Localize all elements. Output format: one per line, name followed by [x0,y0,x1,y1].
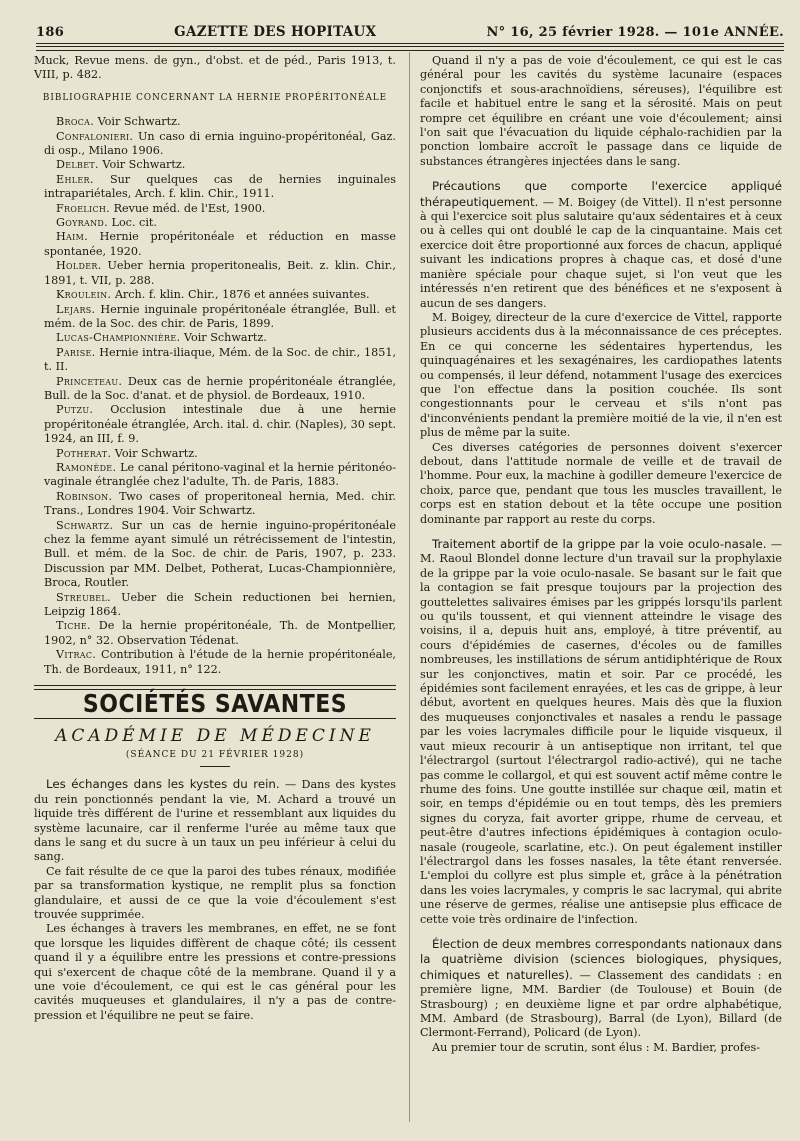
bibliography-text: Occlusion intestinale due à une hernie propéritonéale étranglée, Arch. ital. d. chir. (Naples), 30 sept. 1924, an III, f. 9. [44,403,396,446]
bibliography-text: De la hernie propéritonéale, Th. de Montpellier, 1902, n° 32. Observation Tédenat. [44,619,396,647]
bibliography-author: Princeteau. [56,374,123,388]
bibliography-entry [34,619,396,648]
bibliography-text: Arch. f. klin. Chir., 1876 et années suivantes. [114,288,370,302]
bibliography-author: Potherat. [56,446,112,460]
bibliography-text: Contribution à l'étude de la hernie propéritonéale, Th. de Bordeaux, 1911, n° 122. [44,648,396,676]
election-paragraph-2: Au premier tour de scrutin, sont élus : M. Bardier, profes- [432,1040,760,1054]
bibliography-entry [34,216,396,230]
echanges-paragraph-1: Les échanges dans les kystes du rein. — Dans des kystes du rein ponctionnés pendant la vie, M. Achard a trouvé un liquide très différent de l'urine et ressemblant aux liquides du système lacunaire, car il renferme l'urée au même taux que dans le sang et du sucre à un taux un peu inférieur à celui du sang. [34,777,396,864]
bibliography-text: Hernie intra-iliaque, Mém. de la Soc. de chir., 1851, t. II. [44,345,397,374]
continuation-reference: Muck, Revue mens. de gyn., d'obst. et de péd., Paris 1913, t. VIII, p. 482. [34,54,396,82]
echanges-paragraph-2: Ce fait résulte de ce que la paroi des tubes rénaux, modifiée par sa transformation kystique, ne remplit plus sa fonction glandulaire, et aussi de ce que la voie d'écoulement s'est trouvée supprimée. [34,864,396,921]
bibliography-entry [34,331,396,345]
bibliography-entry [34,202,396,216]
bibliography-author: Confalonieri. [56,129,134,143]
bibliography-author: Vitrac. [56,648,97,662]
bibliography-author: Kroulein. [56,288,112,302]
bibliography-author: Lejars. [56,302,96,316]
left-column [34,52,396,1023]
bibliography-author: Froelich. [56,201,111,215]
bibliography-author: Holder. [56,259,102,273]
bibliography-entry [34,403,396,446]
bibliography-author: Lucas-Championnière. [56,331,181,345]
bibliography-author: Robinson. [56,489,113,503]
bibliography-entry [34,648,396,677]
right-column [420,52,782,1055]
bibliography-entry [34,591,396,620]
societes-savantes-title: SOCIÉTÉS SAVANTES [82,690,348,719]
bibliography-text: Revue méd. de l'Est, 1900. [113,201,266,215]
echanges-heading: Les échanges dans les kystes du rein. [46,777,280,792]
bibliography-heading: BIBLIOGRAPHIE CONCERNANT LA HERNIE PROPÉRITONÉALE [42,92,388,103]
precautions-paragraph-1: Précautions que comporte l'exercice appliqué thérapeutiquement. — M. Boigey (de Vittel). Il n'est personne à qui l'exercice soit plus salutaire qu'aux sédentaires et à ceux ou à celles qui ont doublé le cap de la cinquantaine. Mais cet exercice doit être proportionné aux forces de chacun, appliqué suivant les indications propres à chaque cas, et dosé d'une manière spéciale pour chaque sujet, si l'on veut que les intéressés n'en retirent que des bénéfices et ne s'exposent à aucun de ses dangers. [420,179,782,310]
header-rule [36,46,784,51]
bibliography-text: Voir Schwartz. [97,115,181,129]
bibliography-text: Ueber die Schein reductionen bei hernien, Leipzig 1864. [44,590,396,619]
bibliography-text: Sur un cas de hernie inguino-propéritonéale chez la femme ayant simulé un rétrécissement de l'intestin, Bull. et mém. de la Soc. de chir. de Paris, 1907, p. 233. Discussion par MM. Delbet, Potherat, Lucas-Championnière, Broca, Routler. [44,518,396,590]
bibliography-text: Ueber hernia properitonealis, Beit. z. klin. Chir., 1891, t. VII, p. 288. [44,259,396,287]
bibliography-text: Voir Schwartz. [183,331,267,345]
grippe-paragraph: Traitement abortif de la grippe par la voie oculo-nasale. — M. Raoul Blondel donne lecture d'un travail sur la prophylaxie de la grippe par la voie oculo-nasale. Se basant sur le fait que la contagion se fait presque toujours par la projection des gouttelettes salivaires émises par les grippés lorsqu'ils parlent ou qu'ils toussent, et qui viennent atteindre le visage des voisins, il a, depuis huit ans, employé, à titre préventif, au cours d'épidémies de casernes, d'écoles ou de familles nombreuses, les instillations de sérum antidiphtérique de Roux sur les conjonctives, matin et soir. Par ce procédé, les épidémies sont facilement enrayées, et les cas de grippe, à leur début, avortent en quelques heures. Mais dès que la fluxion des muqueuses conjonctivales et nasales a rendu le passage par les voies lacrymales difficile pour le liquide visqueux, il vaut mieux recourir à un antiseptique non irritant, tel que l'électrargol (surtout l'électrargol radio-activé), qui ne tache pas comme le collargol, et qui est souvent actif même contre le rhume des foins. Une goutte instillée sur chaque œil, matin et soir, en temps d'épidémie ou en tout temps, dès les premiers signes du coryza, fait avorter grippe, rhume de cerveau, et peut-être d'autres infections épidémiques à contagion oculo-nasale (rougeole, scarlatine, etc.). On peut également instiller l'électrargol dans les fosses nasales, la tête étant renversée. L'emploi du collyre est plus simple et, grâce à la pénétration dans les voies lacrymales, y compris le sac lacrymal, qui abrite une réserve de germes, réalise une antisepsie plus efficace de cette voie très ordinaire de l'infection. [420,537,782,926]
bibliography-entry [34,375,396,404]
bibliography-text: Le canal péritono-vaginal et la hernie péritonéo-vaginale étranglée chez l'adulte, Th. de Paris, 1883. [44,460,397,489]
bibliography-author: Streubel. [56,590,111,604]
bibliography-entry [34,447,396,461]
bibliography-entry [34,230,396,259]
bibliography-entry [34,115,396,129]
echanges-paragraph-3: Les échanges à travers les membranes, en effet, ne se font que lorsque les liquides diffèrent de chaque côté; ils cessent quand il y a équilibre entre les pressions et contre-pressions qui s'exercent de chaque côté de la membrane. Quand il y a une voie d'écoulement, ce qui est le cas général pour les cavités muqueuses et glandulaires, il n'y a pas de contre-pression et l'équilibre ne peut se faire. [34,922,396,1022]
bibliography-text: Loc. cit. [111,216,157,230]
bibliography-text: Voir Schwartz. [114,446,198,460]
academie-title: ACADÉMIE DE MÉDECINE [55,726,375,747]
bibliography-author: Delbet. [56,158,99,172]
bibliography-text: Un caso di ernia inguino-propéritonéal, Gaz. di osp., Milano 1906. [44,129,396,158]
bibliography-entry [34,259,396,288]
bibliography-entry [34,490,396,519]
bibliography-entry [34,461,396,490]
bibliography-author: Parise. [56,345,96,359]
bibliography-entry [34,173,396,202]
bibliography-entry [34,130,396,159]
bibliography-author: Ramonède. [56,460,117,474]
short-rule [200,766,230,767]
page-number: 186 [36,25,65,40]
bibliography-author: Tiche. [56,619,91,633]
precautions-heading: Précautions que comporte l'exercice appliqué thérapeutiquement. [420,179,782,209]
bibliography-author: Broca. [56,115,95,129]
bibliography-author: Putzu. [56,403,94,417]
bibliography-text: Voir Schwartz. [102,158,186,172]
bibliography-entry [34,303,396,332]
bibliography-text: Hernie propéritonéale et réduction en masse spontanée, 1920. [44,230,396,258]
column-divider [409,52,410,1122]
election-paragraph-1: Élection de deux membres correspondants nationaux dans la quatrième division (sciences biologiques, physiques, chimiques et naturelles). — Classement des candidats : en première ligne, MM. Bardier (de Toulouse) et Bouin (de Strasbourg) ; en deuxième ligne et par ordre alphabétique, MM. Ambard (de Strasbourg), Barral (de Lyon), Billard (de Clermont-Ferrand), Policard (de Lyon). [420,936,782,1040]
grippe-heading: Traitement abortif de la grippe par la voie oculo-nasale. [432,537,767,551]
bibliography-text: Sur quelques cas de hernies inguinales intrapariétales, Arch. f. klin. Chir., 1911. [44,172,396,201]
precautions-paragraph-3: Ces diverses catégories de personnes doivent s'exercer debout, dans l'attitude normale de veille et de travail de l'homme. Pour eux, la machine à godiller demeure l'exercice de choix, parce que, pendant que tous les muscles travaillent, le corps est en station debout et la tête occupe une position dominante par rapport au reste du corps. [420,440,782,526]
bibliography-entry [34,288,396,302]
bibliography-author: Goyrand. [56,216,108,230]
bibliography-entry [34,158,396,172]
lacunaire-paragraph: Quand il n'y a pas de voie d'écoulement, ce qui est le cas général pour les cavités du système lacunaire (espaces conjonctifs et sous-arachnoïdiens, séreuses), l'équilibre est facile et habituel entre le sang et la sérosité. Mais on peut rompre cet équilibre en créant une voie d'écoulement; ainsi l'on sait que l'évacuation du liquide céphalo-rachidien par la ponction lombaire accroît le passage dans ce liquide de substances étrangères injectées dans le sang. [420,54,782,168]
bibliography-entry [34,519,396,591]
bibliography-list [34,115,396,677]
bibliography-text: Deux cas de hernie propéritonéale étranglée, Bull. de la Soc. d'anat. et de physiol. de Bordeaux, 1910. [44,374,396,402]
bibliography-author: Schwartz. [56,518,114,532]
issue-info: N° 16, 25 février 1928. — 101e ANNÉE. [486,25,784,40]
seance-date: (SÉANCE DU 21 FÉVRIER 1928) [125,749,305,760]
page-header [36,16,784,44]
journal-title: GAZETTE DES HOPITAUX [174,24,377,40]
bibliography-text: Two cases of properitoneal hernia, Med. chir. Trans., Londres 1904. Voir Schwartz. [44,489,396,518]
election-heading: Élection de deux membres correspondants nationaux dans la quatrième division (sciences biologiques, physiques, chimiques et naturelles). [420,936,782,982]
precautions-paragraph-2: M. Boigey, directeur de la cure d'exercice de Vittel, rapporte plusieurs accidents dus à la méconnaissance de ces préceptes. En ce qui concerne les sédentaires hypertendus, les quinquagénaires et les sexagénaires, les cardiopathes latents ou compensés, il leur défend, notamment l'usage des exercices que l'on effectue dans la position couchée. Ils sont congestionnants pour le cerveau et s'ils n'ont pas d'inconvénients pendant la première moitié de la vie, il n'en est plus de même par la suite. [420,310,782,440]
bibliography-text: Hernie inguinale propéritonéale étranglée, Bull. et mém. de la Soc. des chir. de Paris, 1899. [44,302,396,330]
bibliography-entry [34,346,396,375]
bibliography-author: Haim. [56,230,88,244]
bibliography-author: Ehler. [56,172,94,186]
